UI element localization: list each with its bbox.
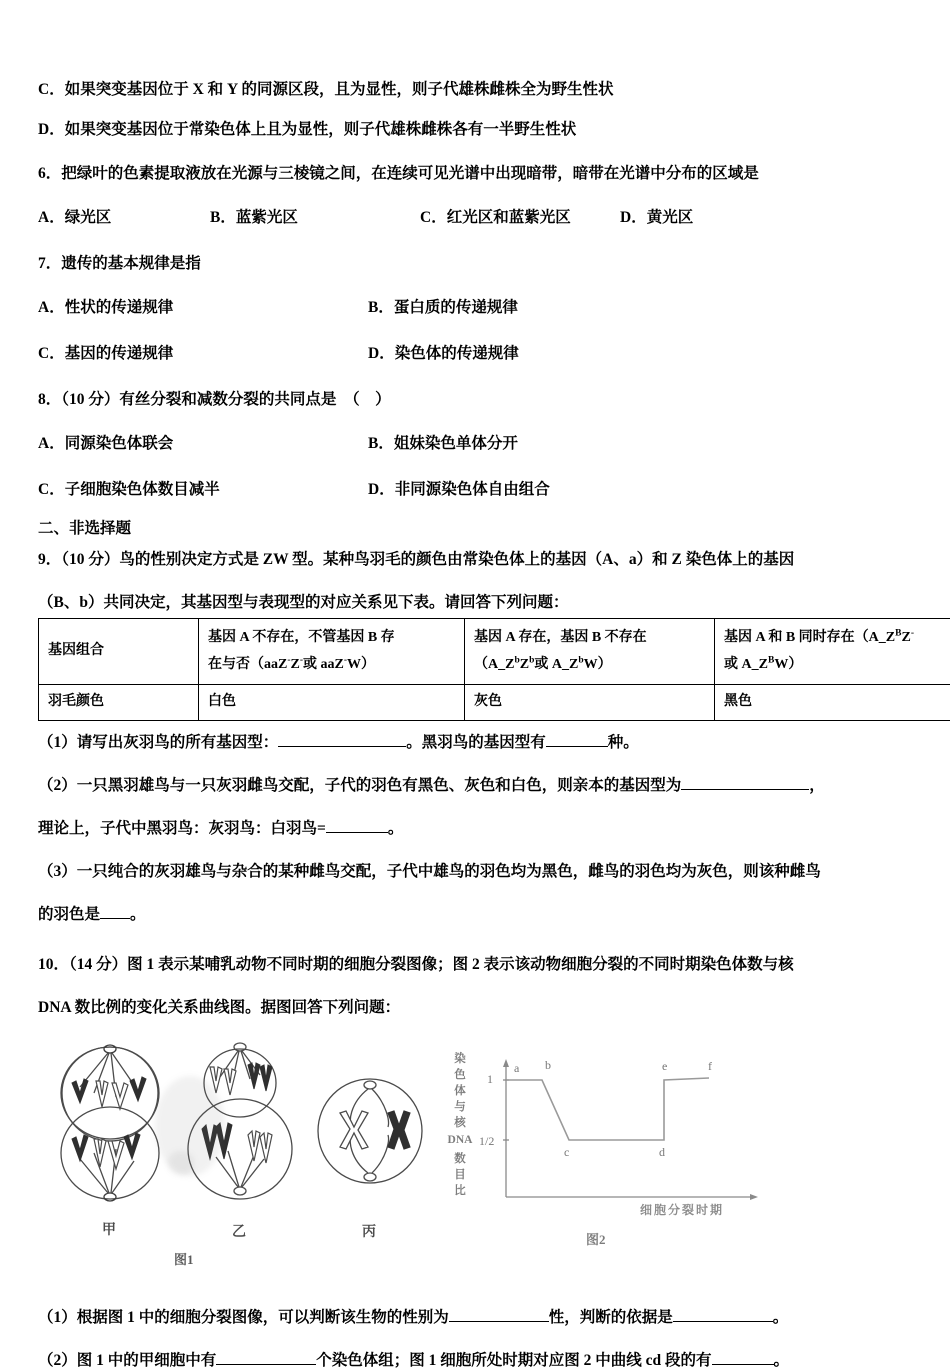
point-label-a: a (514, 1061, 519, 1076)
q9-sub2-text-d: 。 (388, 820, 404, 837)
q9-sub2-blank-1[interactable] (681, 789, 809, 790)
point-label-d: d (659, 1145, 665, 1160)
chart-curve (507, 1078, 709, 1140)
cell-label-yi: 乙 (232, 1221, 246, 1241)
q10-sub1-text-b: 性，判断的依据是 (549, 1309, 673, 1326)
q7-option-d: D．染色体的传递规律 (368, 341, 519, 363)
page-content (38, 82, 920, 1370)
q10-sub1-text-c: 。 (773, 1309, 789, 1326)
q10-sub2 (38, 1348, 920, 1370)
q10-sub2-blank-1[interactable] (216, 1364, 316, 1365)
col2-line2-pre: （A_Z (474, 657, 514, 672)
q6-option-b: B．蓝紫光区 (210, 205, 420, 227)
q9-sub1-blank-2[interactable] (546, 746, 608, 747)
y-axis-char-7: 目 (452, 1169, 468, 1182)
q9-stem-line2: （B、b）共同决定，其基因型与表现型的对应关系见下表。请回答下列问题： (38, 590, 920, 612)
figure-2 (446, 1033, 786, 1273)
q10-sub1-blank-1[interactable] (449, 1321, 549, 1322)
q6-option-a: A．绿光区 (38, 205, 210, 227)
col3-sup1: B (895, 628, 901, 638)
q6-stem: 6．把绿叶的色素提取液放在光源与三棱镜之间，在连续可见光谱中出现暗带，暗带在光谱中分布的区域是 (38, 161, 920, 183)
q7-option-c: C．基因的传递规律 (38, 341, 368, 363)
table-cell-header-feather-color: 羽毛颜色 (39, 685, 199, 721)
cell-label-bing: 丙 (362, 1221, 376, 1241)
q9-sub2-line2 (38, 816, 920, 838)
q9-sub3-line2 (38, 902, 920, 924)
q7-options-row1 (38, 295, 920, 317)
q7-stem: 7．遗传的基本规律是指 (38, 251, 920, 273)
col1-mid: Z (291, 657, 300, 672)
col3-end: W） (774, 657, 802, 672)
q9-sub2-text-a: （2）一只黑羽雄鸟与一只灰羽雌鸟交配，子代的羽色有黑色、灰色和白色，则亲本的基因型为 (38, 777, 681, 794)
q6-options (38, 205, 920, 227)
q10-sub1-blank-2[interactable] (673, 1321, 773, 1322)
y-axis-char-4: 核 (452, 1117, 468, 1130)
table-cell-col2-color: 灰色 (465, 685, 715, 721)
figure-1 (50, 1031, 450, 1271)
q8-option-a: A．同源染色体联会 (38, 431, 368, 453)
q10-sub2-text-a: （2）图 1 中的甲细胞中有 (38, 1352, 216, 1369)
cell-label-jia: 甲 (102, 1219, 116, 1239)
y-axis-char-6: 数 (452, 1153, 468, 1166)
q8-option-c: C．子细胞染色体数目减半 (38, 477, 368, 499)
col1-end: W） (347, 657, 375, 672)
figure-2-plot (494, 1045, 774, 1225)
q9-sub2-text-c: 理论上，子代中黑羽鸟：灰羽鸟：白羽鸟= (38, 820, 326, 837)
table-cell-col3-color: 黑色 (715, 685, 950, 721)
table-cell-col3-condition (715, 619, 950, 685)
q6-option-c: C．红光区和蓝紫光区 (420, 205, 620, 227)
q8-option-d: D．非同源染色体自由组合 (368, 477, 550, 499)
figure-1-drawing (50, 1031, 450, 1231)
q9-sub1-blank-1[interactable] (278, 746, 406, 747)
q10-sub1-text-a: （1）根据图 1 中的细胞分裂图像，可以判断该生物的性别为 (38, 1309, 449, 1326)
y-axis-char-2: 体 (452, 1085, 468, 1098)
col2-sup2: b (529, 655, 534, 665)
q8-stem: 8．（10 分）有丝分裂和减数分裂的共同点是 （ ） (38, 387, 920, 409)
point-label-b: b (545, 1058, 551, 1073)
q9-sub2-blank-2[interactable] (326, 832, 388, 833)
col2-mid2: 或 A_Z (534, 657, 578, 672)
q9-sub1-text-c: 种。 (608, 734, 639, 751)
table-cell-col1-color: 白色 (199, 685, 465, 721)
col1-sup2: - (300, 655, 303, 665)
q10-stem-line2: DNA 数比例的变化关系曲线图。据图回答下列问题： (38, 995, 920, 1017)
figure-2-caption: 图2 (586, 1229, 606, 1248)
q9-sub1 (38, 730, 920, 752)
q9-sub2-text-b: ， (809, 777, 825, 794)
col3-sup3: B (768, 655, 774, 665)
q8-options-row2 (38, 477, 920, 499)
y-axis-char-5: DNA (440, 1134, 480, 1147)
q10-sub2-blank-2[interactable] (712, 1364, 774, 1365)
q10-stem-line1: 10．（14 分）图 1 表示某哺乳动物不同时期的细胞分裂图像；图 2 表示该动物细胞分裂的不同时期染色体数与核 (38, 952, 920, 974)
table-row (39, 619, 950, 685)
figure-1-caption: 图1 (174, 1249, 194, 1268)
q9-sub3-line1: （3）一只纯合的灰羽雄鸟与杂合的某种雌鸟交配，子代中雄鸟的羽色均为黑色，雌鸟的羽色均为灰色，则该种雌鸟 (38, 859, 920, 881)
point-label-e: e (662, 1059, 667, 1074)
q7-option-a: A．性状的传递规律 (38, 295, 368, 317)
figures-area (38, 1031, 920, 1293)
section2-heading: 二、非选择题 (38, 516, 920, 538)
q7-options-row2 (38, 341, 920, 363)
x-axis-label: 细胞分裂时期 (640, 1201, 724, 1218)
y-axis-char-8: 比 (452, 1185, 468, 1198)
q7-option-b: B．蛋白质的传递规律 (368, 295, 518, 317)
col2-mid: Z (520, 657, 529, 672)
col1-line2-pre: 在与否（aaZ (208, 657, 287, 672)
q9-sub3-text-b: 的羽色是 (38, 906, 100, 923)
q10-sub2-text-b: 个染色体组；图 1 细胞所处时期对应图 2 中曲线 cd 段的有 (316, 1352, 711, 1369)
y-tick-half: 1/2 (479, 1134, 494, 1149)
col2-line1: 基因 A 存在，基因 B 不存在 (474, 630, 647, 645)
y-axis-char-0: 染 (452, 1053, 468, 1066)
q9-sub3-blank-1[interactable] (100, 918, 130, 919)
col1-mid2: 或 aaZ (303, 657, 344, 672)
genotype-phenotype-table (38, 618, 950, 721)
q6-option-d: D．黄光区 (620, 205, 693, 227)
y-axis-char-1: 色 (452, 1069, 468, 1082)
q5-option-d: D．如果突变基因位于常染色体上且为显性，则子代雄株雌株各有一半野生性状 (38, 122, 920, 138)
col1-line1: 基因 A 不存在，不管基因 B 存 (208, 630, 395, 645)
q9-sub1-text-a: （1）请写出灰羽鸟的所有基因型： (38, 734, 278, 751)
q10-sub1 (38, 1305, 920, 1327)
table-cell-col2-condition (465, 619, 715, 685)
q9-sub1-text-b: 。黑羽鸟的基因型有 (406, 734, 546, 751)
q10-sub2-text-c: 。 (774, 1352, 790, 1369)
point-label-c: c (564, 1145, 569, 1160)
col3-line2-pre: 或 A_Z (724, 657, 768, 672)
y-axis-char-3: 与 (452, 1101, 468, 1114)
table-cell-header-genotype: 基因组合 (39, 619, 199, 685)
q8-option-b: B．姐妹染色单体分开 (368, 431, 518, 453)
col3-sup2: - (911, 628, 914, 638)
table-cell-col1-condition (199, 619, 465, 685)
col2-sup3: b (578, 655, 583, 665)
col2-end: W） (584, 657, 612, 672)
col2-sup1: b (514, 655, 519, 665)
q9-stem-line1: 9．（10 分）鸟的性别决定方式是 ZW 型。某种鸟羽毛的颜色由常染色体上的基因（A、a）和 Z 染色体上的基因 (38, 547, 920, 569)
point-label-f: f (708, 1059, 712, 1074)
col3-mid: Z (901, 630, 910, 645)
y-tick-1: 1 (487, 1072, 493, 1087)
table-row (39, 685, 950, 721)
q9-sub2-line1 (38, 773, 920, 795)
col3-line1-pre: 基因 A 和 B 同时存在（A_Z (724, 630, 895, 645)
q8-options-row1 (38, 431, 920, 453)
q5-option-c: C．如果突变基因位于 X 和 Y 的同源区段，且为显性，则子代雄株雌株全为野生性状 (38, 82, 920, 98)
col1-sup1: - (287, 655, 290, 665)
col1-sup3: - (344, 655, 347, 665)
q9-sub3-text-c: 。 (130, 906, 146, 923)
